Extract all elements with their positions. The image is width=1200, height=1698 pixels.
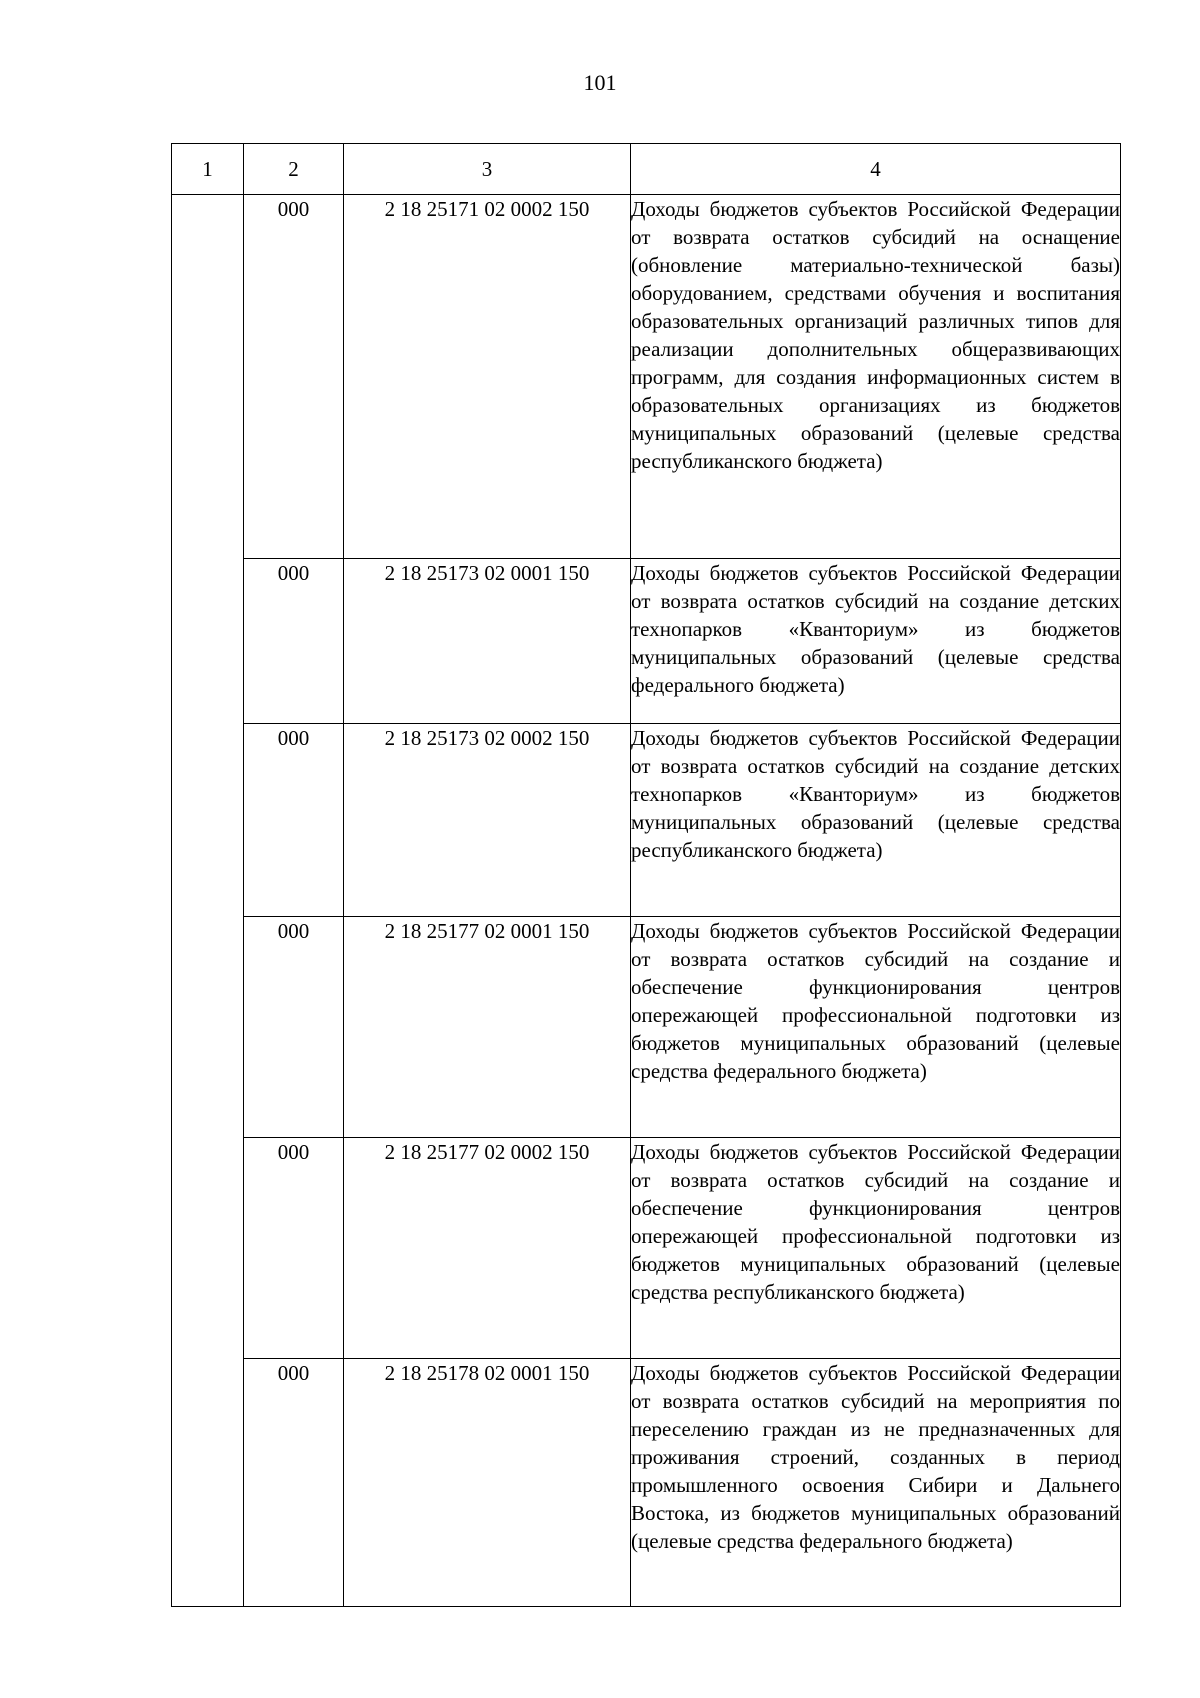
table-row: [172, 724, 1121, 917]
budget-code-cell: 2 18 25178 02 0001 150: [344, 1359, 631, 1607]
description-cell: Доходы бюджетов субъектов Российской Федерации от возврата остатков субсидий на создание и обеспечение функционирования центров опережающей профессиональной подготовки из бюджетов муниципальных образований (целевые средства федерального бюджета): [631, 917, 1121, 1138]
budget-code-cell: 2 18 25177 02 0001 150: [344, 917, 631, 1138]
column-header-1: 1: [172, 144, 244, 195]
description-cell: Доходы бюджетов субъектов Российской Федерации от возврата остатков субсидий на создание детских технопарков «Кванториум» из бюджетов муниципальных образований (целевые средства республиканского бюджета): [631, 724, 1121, 917]
description-cell: Доходы бюджетов субъектов Российской Федерации от возврата остатков субсидий на оснащение (обновление материально-технической базы) оборудованием, средствами обучения и воспитания образовательных организаций различных типов для реализации дополнительных общеразвивающих программ, для создания информационных систем в образовательных организациях из бюджетов муниципальных образований (целевые средства республиканского бюджета): [631, 195, 1121, 559]
description-cell: Доходы бюджетов субъектов Российской Федерации от возврата остатков субсидий на мероприятия по переселению граждан из не предназначенных для проживания строений, созданных в период промышленного освоения Сибири и Дальнего Востока, из бюджетов муниципальных образований (целевые средства федерального бюджета): [631, 1359, 1121, 1607]
admin-code-cell: 000: [244, 917, 344, 1138]
table-row: [172, 1359, 1121, 1607]
column-header-3: 3: [344, 144, 631, 195]
column-header-2: 2: [244, 144, 344, 195]
budget-code-cell: 2 18 25177 02 0002 150: [344, 1138, 631, 1359]
budget-code-cell: 2 18 25171 02 0002 150: [344, 195, 631, 559]
table-row: [172, 917, 1121, 1138]
description-cell: Доходы бюджетов субъектов Российской Федерации от возврата остатков субсидий на создание детских технопарков «Кванториум» из бюджетов муниципальных образований (целевые средства федерального бюджета): [631, 559, 1121, 724]
empty-column-1-cell: [172, 195, 244, 1607]
table-row: [172, 559, 1121, 724]
page-number: 101: [583, 70, 617, 95]
budget-code-cell: 2 18 25173 02 0001 150: [344, 559, 631, 724]
admin-code-cell: 000: [244, 1359, 344, 1607]
admin-code-cell: 000: [244, 724, 344, 917]
description-cell: Доходы бюджетов субъектов Российской Федерации от возврата остатков субсидий на создание и обеспечение функционирования центров опережающей профессиональной подготовки из бюджетов муниципальных образований (целевые средства республиканского бюджета): [631, 1138, 1121, 1359]
table-header-row: [172, 144, 1121, 195]
admin-code-cell: 000: [244, 559, 344, 724]
table-row: [172, 1138, 1121, 1359]
admin-code-cell: 000: [244, 195, 344, 559]
revenue-codes-table: [171, 143, 1121, 1607]
admin-code-cell: 000: [244, 1138, 344, 1359]
budget-code-cell: 2 18 25173 02 0002 150: [344, 724, 631, 917]
column-header-4: 4: [631, 144, 1121, 195]
table-row: [172, 195, 1121, 559]
